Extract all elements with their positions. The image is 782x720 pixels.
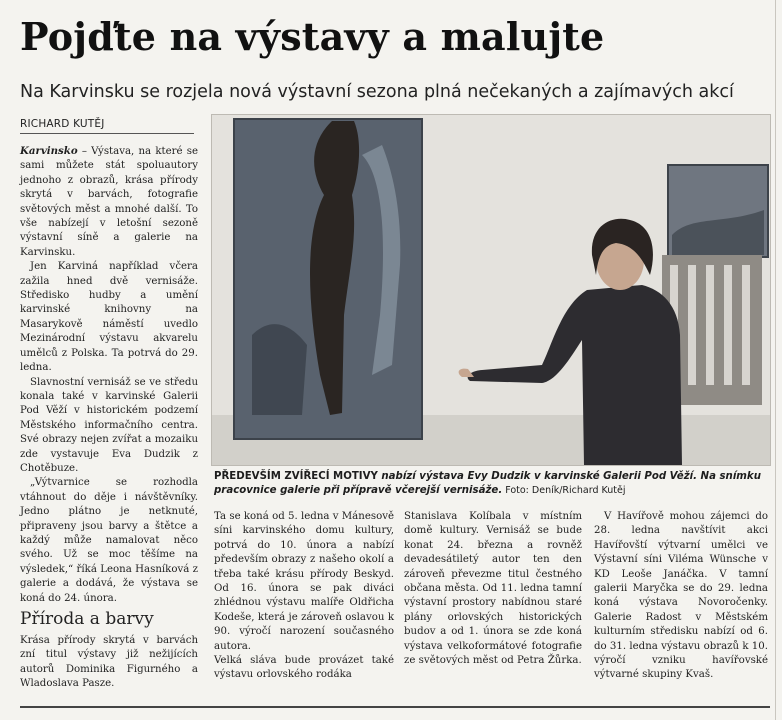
painting-small [668,165,768,257]
paragraph-1 [20,144,198,260]
photo-caption [214,470,770,498]
paragraph-1-text: – Výstava, na které se sami můžete stát spoluautory jednoho z obrazů, krása přírody skrytá v barvách, fotografie světových měst a mnohé další. To vše nabízejí v letošní sezoně výstavní síně a galerie na Karvinsku. [20,146,198,258]
article-subheadline: Na Karvinsku se rozjela nová výstavní sezona plná nečekaných a zajímavých akcí [20,82,734,102]
column-1 [20,144,198,606]
caption-lead: PŘEDEVŠÍM ZVÍŘECÍ MOTIVY [214,471,378,482]
subsection-title: Příroda a barvy [20,609,154,629]
article-photo [211,114,771,466]
gallery-photo-illustration [212,115,770,465]
paragraph-4: „Výtvarnice se rozhodla vtáhnout do děje i návštěvníky. Jedno plátno je netknuté, připraveny jsou barvy a štětce a každý může namalovat něco svého. Už se moc těšíme na výsledek,“ říká Leona Hasníková z galerie a dodává, že výstava se koná do 24. února. [20,477,198,604]
page-edge [775,0,776,720]
column-1-continued [20,634,198,692]
article-byline: RICHARD KUTĚJ [20,118,105,130]
byline-rule [20,133,194,134]
article-headline: Pojďte na výstavy a malujte [20,14,605,59]
column-2 [214,510,394,683]
paragraph-7: Velká sláva bude provázet také výstavu orlovského rodáka [214,655,394,681]
column-4 [594,510,768,683]
caption-credit: Foto: Deník/Richard Kutěj [502,485,626,496]
bottom-rule [20,706,770,708]
paragraph-3: Slavnostní vernisáž se ve středu konala také v karvinské Galerii Pod Věží v historickém podzemí Městského informačního centra. Své obrazy nejen zvířat a mozaiku zde vystavuje Eva Dudzik z Chotěbuze. [20,376,198,474]
paragraph-2: Jen Karviná například včera zažila hned dvě vernisáže. Středisko hudby a umění karvinské knihovny na Masarykově náměstí uvedlo Mezinárodní výstavu akvarelu umělců z Polska. Ta potrvá do 29. ledna. [20,261,198,374]
column-3 [404,510,582,668]
paragraph-8: Stanislava Kolíbala v místním domě kultury. Vernisáž se bude konat 24. března a rovněž devadesátiletý autor ten den zároveň převezme titul čestného občana města. Od 11. ledna tamní výstavní prostory nabídnou staré plány orlovských historických budov a od 1. února se zde koná výstava velkoformátové fotografie ze světových měst od Petra Žůrka. [404,511,582,667]
paragraph-9: V Havířově mohou zájemci do 28. ledna navštívit akci Havířovští výtvarní umělci ve Výstavní síni Viléma Wünsche v KD Leoše Janáčka. V tamní galerii Maryčka se do 29. ledna koná výstava Novoročenky. Galerie Radost v Městském kulturním středisku nabízí od 6. do 31. ledna výstavu obrazů k 10. výročí vzniku havířovské výtvarné skupiny Kvaš. [594,511,768,681]
caption-body: nabízí výstava Evy Dudzik v karvinské Galerii Pod Věží. Na snímku pracovnice galerie při přípravě včerejší vernisáže. [214,471,761,496]
painting-large [234,119,422,439]
paragraph-5: Krása přírody skrytá v barvách zní titul výstavy již nežijících autorů Dominika Figurného a Wladoslava Pasze. [20,635,198,690]
paragraph-6: Ta se koná od 5. ledna v Mánesově síni karvinského domu kultury, potrvá do 10. února a nabízí především obrazy z našeho okolí a třeba také krásu přírody Beskyd. Od 16. února se pak diváci zhlédnou výstavu malíře Oldřicha Kodeše, která je zároveň oslavou k 90. výročí narození současného autora. [214,511,394,652]
lead-location: Karvinsko [20,145,78,157]
